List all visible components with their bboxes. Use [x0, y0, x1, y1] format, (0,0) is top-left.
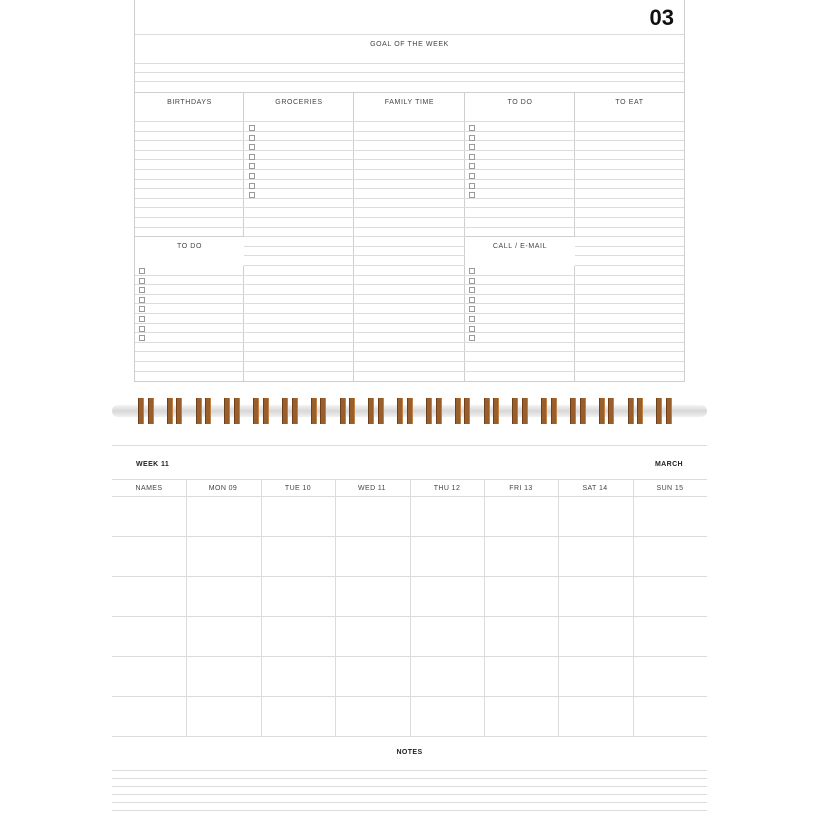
- lower-todo-label: TO DO: [176, 243, 203, 250]
- lower-todo-checkbox[interactable]: [139, 297, 145, 303]
- spiral-ring: [570, 398, 576, 424]
- spiral-ring: [512, 398, 518, 424]
- family-time-header: FAMILY TIME: [384, 99, 435, 106]
- grid-column-divider: [558, 479, 559, 736]
- grocery-checkbox[interactable]: [249, 135, 255, 141]
- grid-column-divider: [335, 479, 336, 736]
- grocery-checkbox[interactable]: [249, 154, 255, 160]
- spiral-ring: [522, 398, 528, 424]
- week-label: WEEK 11: [136, 461, 170, 468]
- grid-column-divider: [410, 479, 411, 736]
- grid-column-divider: [261, 479, 262, 736]
- spiral-ring: [196, 398, 202, 424]
- goal-line: [135, 92, 684, 93]
- spiral-ring: [407, 398, 413, 424]
- call-checkbox[interactable]: [469, 287, 475, 293]
- names-header: NAMES: [135, 485, 163, 492]
- spiral-ring: [224, 398, 230, 424]
- day-header: TUE 10: [284, 485, 312, 492]
- notes-line: [112, 794, 707, 795]
- call-checkbox[interactable]: [469, 306, 475, 312]
- spiral-ring: [541, 398, 547, 424]
- month-label: MARCH: [654, 461, 683, 468]
- call-checkbox[interactable]: [469, 278, 475, 284]
- spiral-ring: [368, 398, 374, 424]
- spiral-ring: [426, 398, 432, 424]
- ruled-line: [135, 159, 684, 160]
- call-checkbox[interactable]: [469, 326, 475, 332]
- grocery-checkbox[interactable]: [249, 144, 255, 150]
- todo-checkbox[interactable]: [469, 192, 475, 198]
- notes-line: [112, 802, 707, 803]
- spiral-ring: [205, 398, 211, 424]
- lower-todo-checkbox[interactable]: [139, 306, 145, 312]
- notes-line: [112, 786, 707, 787]
- call-email-label: CALL / E-MAIL: [492, 243, 548, 250]
- grocery-checkbox[interactable]: [249, 192, 255, 198]
- box-border: [135, 236, 244, 237]
- spiral-ring: [666, 398, 672, 424]
- grid-row-divider: [112, 736, 707, 737]
- ruled-line: [135, 303, 684, 304]
- ruled-line: [135, 217, 684, 218]
- todo-checkbox[interactable]: [469, 125, 475, 131]
- ruled-line: [135, 342, 684, 343]
- todo-checkbox[interactable]: [469, 135, 475, 141]
- spiral-ring: [176, 398, 182, 424]
- ruled-line: [135, 323, 684, 324]
- ruled-line: [135, 207, 684, 208]
- ruled-line: [135, 121, 684, 122]
- lower-todo-checkbox[interactable]: [139, 268, 145, 274]
- bottom-planner-sheet: [112, 445, 707, 820]
- spiral-ring: [378, 398, 384, 424]
- spiral-ring: [455, 398, 461, 424]
- ruled-line: [135, 227, 684, 228]
- grocery-checkbox[interactable]: [249, 183, 255, 189]
- todo-checkbox[interactable]: [469, 183, 475, 189]
- birthdays-header: BIRTHDAYS: [167, 99, 212, 106]
- grocery-checkbox[interactable]: [249, 173, 255, 179]
- spiral-ring: [167, 398, 173, 424]
- todo-checkbox[interactable]: [469, 163, 475, 169]
- ruled-line: [135, 150, 684, 151]
- grocery-checkbox[interactable]: [249, 125, 255, 131]
- spiral-ring: [436, 398, 442, 424]
- todo-checkbox[interactable]: [469, 173, 475, 179]
- spiral-ring: [340, 398, 346, 424]
- ruled-line: [135, 188, 684, 189]
- goal-line: [135, 63, 684, 64]
- spiral-ring: [599, 398, 605, 424]
- ruled-line: [135, 294, 684, 295]
- spiral-ring: [349, 398, 355, 424]
- spiral-ring: [637, 398, 643, 424]
- call-checkbox[interactable]: [469, 297, 475, 303]
- week-number: 03: [649, 5, 674, 30]
- todo-checkbox[interactable]: [469, 154, 475, 160]
- day-header: WED 11: [358, 485, 386, 492]
- call-checkbox[interactable]: [469, 268, 475, 274]
- day-header: MON 09: [208, 485, 238, 492]
- spiral-ring: [493, 398, 499, 424]
- grid-row-divider: [112, 656, 707, 657]
- top-planner-sheet: [134, 0, 685, 382]
- spiral-ring: [608, 398, 614, 424]
- call-checkbox[interactable]: [469, 335, 475, 341]
- spiral-ring: [484, 398, 490, 424]
- todo-header: TO DO: [507, 99, 533, 106]
- spiral-ring: [138, 398, 144, 424]
- call-checkbox[interactable]: [469, 316, 475, 322]
- ruled-line: [135, 351, 684, 352]
- ruled-line: [135, 275, 684, 276]
- spiral-ring: [656, 398, 662, 424]
- goal-line: [135, 72, 684, 73]
- spiral-ring: [234, 398, 240, 424]
- ruled-line: [135, 179, 684, 180]
- divider: [135, 34, 684, 35]
- notes-line: [112, 770, 707, 771]
- spiral-ring: [311, 398, 317, 424]
- ruled-line: [135, 198, 684, 199]
- spiral-ring: [551, 398, 557, 424]
- ruled-line: [135, 169, 684, 170]
- spiral-ring: [320, 398, 326, 424]
- day-header: FRI 13: [509, 485, 533, 492]
- day-header: SUN 15: [656, 485, 684, 492]
- ruled-line: [135, 332, 684, 333]
- grid-column-divider: [633, 479, 634, 736]
- grid-row-divider: [112, 576, 707, 577]
- grocery-checkbox[interactable]: [249, 163, 255, 169]
- spiral-ring: [628, 398, 634, 424]
- column-divider: [353, 92, 354, 382]
- notes-line: [112, 778, 707, 779]
- spiral-ring: [263, 398, 269, 424]
- notes-line: [112, 810, 707, 811]
- spiral-ring: [148, 398, 154, 424]
- todo-box: [135, 236, 244, 266]
- groceries-header: GROCERIES: [275, 99, 323, 106]
- grid-row-divider: [112, 536, 707, 537]
- box-border: [465, 236, 575, 237]
- spiral-ring: [282, 398, 288, 424]
- grid-column-divider: [484, 479, 485, 736]
- goal-of-week-label: GOAL OF THE WEEK: [370, 41, 449, 48]
- spiral-ring: [397, 398, 403, 424]
- ruled-line: [135, 140, 684, 141]
- spiral-ring: [580, 398, 586, 424]
- todo-checkbox[interactable]: [469, 144, 475, 150]
- grid-row-divider: [112, 696, 707, 697]
- spiral-ring: [464, 398, 470, 424]
- lower-todo-checkbox[interactable]: [139, 287, 145, 293]
- spiral-ring: [292, 398, 298, 424]
- grid-column-divider: [186, 479, 187, 736]
- divider: [112, 445, 707, 446]
- day-header: THU 12: [433, 485, 461, 492]
- ruled-line: [135, 361, 684, 362]
- to-eat-header: TO EAT: [615, 99, 644, 106]
- ruled-line: [135, 313, 684, 314]
- grid-row-divider: [112, 616, 707, 617]
- ruled-line: [135, 131, 684, 132]
- ruled-line: [135, 371, 684, 372]
- lower-todo-checkbox[interactable]: [139, 335, 145, 341]
- notes-label: NOTES: [396, 749, 423, 756]
- day-header: SAT 14: [582, 485, 608, 492]
- ruled-line: [135, 284, 684, 285]
- call-box: [465, 236, 575, 266]
- lower-todo-checkbox[interactable]: [139, 278, 145, 284]
- goal-line: [135, 81, 684, 82]
- lower-todo-checkbox[interactable]: [139, 326, 145, 332]
- lower-todo-checkbox[interactable]: [139, 316, 145, 322]
- spiral-ring: [253, 398, 259, 424]
